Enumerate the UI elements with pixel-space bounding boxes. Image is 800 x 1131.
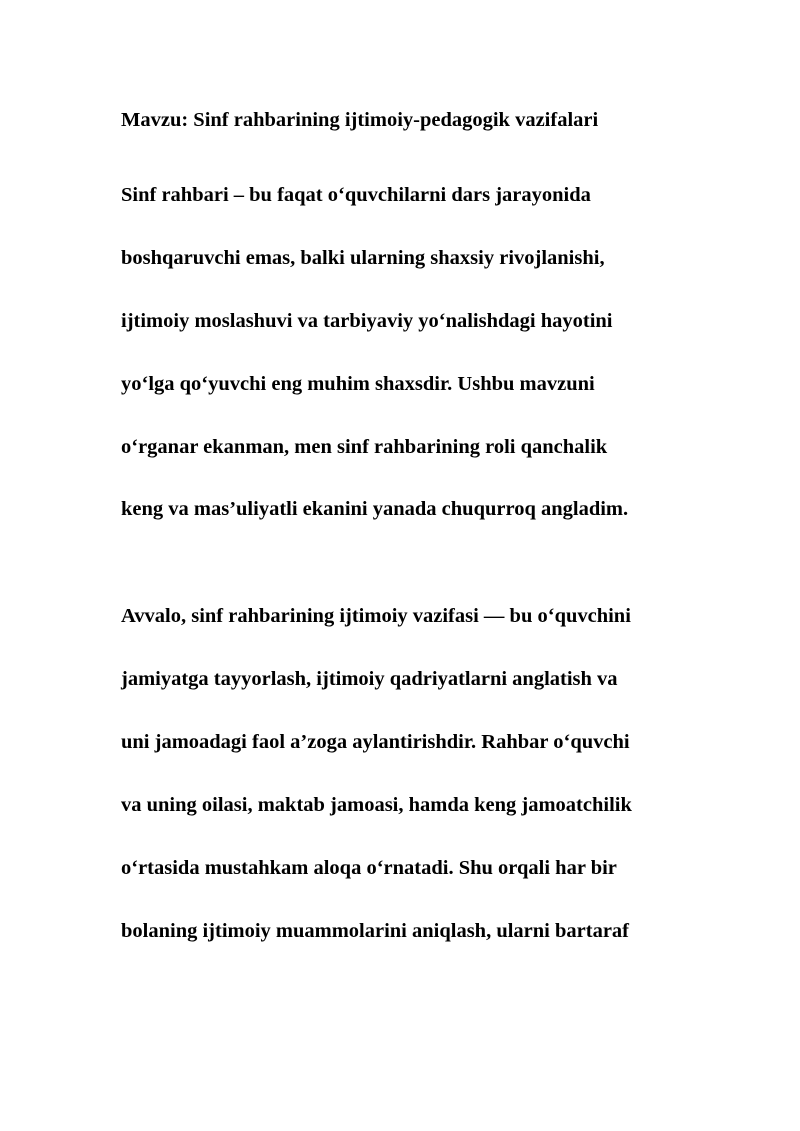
paragraph-1-line-2: boshqaruvchi emas, balki ularning shaxsiy rivojlanishi, (121, 247, 605, 269)
document-title: Mavzu: Sinf rahbarining ijtimoiy-pedagogik vazifalari (121, 109, 599, 131)
paragraph-2-line-3: uni jamoadagi faol a’zoga aylantirishdir. Rahbar o‘quvchi (121, 731, 630, 753)
paragraph-2-line-5: o‘rtasida mustahkam aloqa o‘rnatadi. Shu orqali har bir (121, 857, 617, 879)
paragraph-2-line-4: va uning oilasi, maktab jamoasi, hamda keng jamoatchilik (121, 794, 632, 816)
paragraph-2-line-2: jamiyatga tayyorlash, ijtimoiy qadriyatlarni anglatish va (121, 668, 618, 690)
paragraph-1-line-5: o‘rganar ekanman, men sinf rahbarining roli qanchalik (121, 436, 608, 458)
paragraph-2-line-6: bolaning ijtimoiy muammolarini aniqlash, ularni bartaraf (121, 920, 629, 942)
paragraph-2-line-1: Avvalo, sinf rahbarining ijtimoiy vazifasi — bu o‘quvchini (121, 605, 631, 627)
paragraph-1-line-3: ijtimoiy moslashuvi va tarbiyaviy yo‘nalishdagi hayotini (121, 310, 613, 332)
paragraph-1-line-6: keng va mas’uliyatli ekanini yanada chuqurroq angladim. (121, 498, 629, 520)
paragraph-1-line-1: Sinf rahbari – bu faqat o‘quvchilarni dars jarayonida (121, 184, 591, 206)
paragraph-1-line-4: yo‘lga qo‘yuvchi eng muhim shaxsdir. Ushbu mavzuni (121, 373, 595, 395)
